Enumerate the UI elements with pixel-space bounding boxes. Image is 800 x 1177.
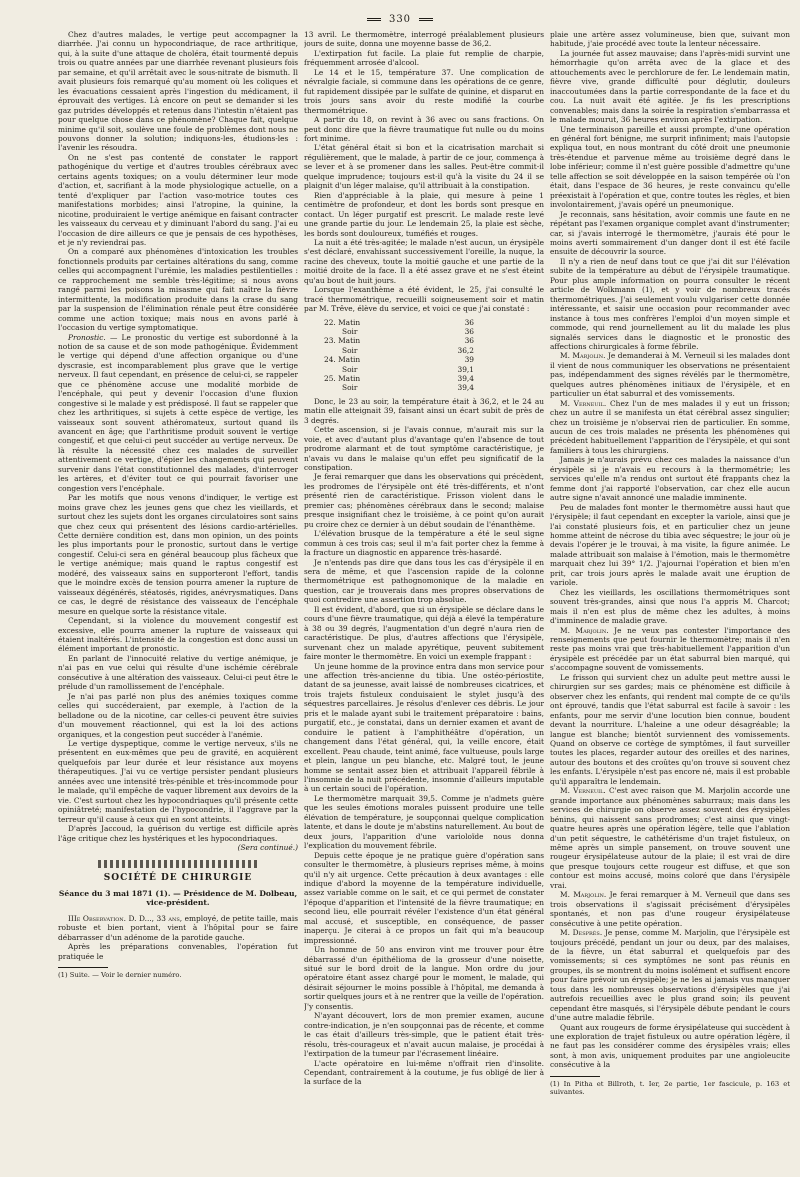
speaker-name: M. Verneuil.	[560, 398, 607, 408]
table-row	[324, 365, 474, 374]
paragraph: Jamais je n'aurais prévu chez ces malades la naissance d'un érysipèle si je n'avais eu recours à la thermométrie; les services qu'elle m'a rendus ont surtout été frappants chez la femme dont j'ai rapporté l'observation, car chez elle aucun autre signe n'avait annoncé une maladie imminente.	[550, 455, 790, 503]
paragraph: Chez d'autres malades, le vertige peut accompagner la diarrhée. J'ai connu un hypocondriaque, de race arthritique, qui, à la suite d'une attaque de choléra, était tourmenté depuis trois ou quatre années par une diarrhée revenant plusieurs fois par semaine, et qu'il arrêtait avec le sous-nitrate de bismuth. Il avait plusieurs fois remarqué qu'au moment où les coliques et les évacuations cessaient après l'ingestion du médicament, il éprouvait des vertiges. Là encore on peut se demander si les gaz putrides développés et retenus dans l'intestin n'étaient pas pour quelque chose dans ce phénomène? Chaque fait, quelque minime qu'il soit, soulève une foule de problèmes dont nous ne pouvons donner la solution; indiquons-les, étudions-les : l'avenir les résoudra.	[58, 30, 298, 153]
paragraph: L'acte opératoire en lui-même n'offrait rien d'insolite. Cependant, contrairement à la coutume, je fus obligé de lier à la surface de la	[304, 1058, 544, 1087]
temp-value: 39,4	[457, 374, 474, 384]
temp-value: 36	[464, 317, 474, 327]
speaker-paragraph	[550, 890, 790, 928]
paragraph: Par les motifs que nous venons d'indiquer, le vertige est moins grave chez les jeunes gens que chez les vieillards, et surtout chez les sujets dont les organes circulatoires sont sains que chez ceux qui présentent des lésions cardio-artérielles. Cette dernière condition est, dans mon opinion, un des points les plus importants pour le pronostic, surtout dans le vertige congestif. Celui-ci sera en général beaucoup plus fâcheux que le vertige anémique; mais quand le raptus congestif est modéré, des vaisseaux sains en supporteront l'effort, tandis que le moindre excès de tension pourra amener la rupture de vaisseaux dégénérés, stéatosés, rigides, anévrysmatiques. Dans ce cas, le degré de résistance des vaisseaux de l'encéphale mesure en quelque sorte la résistance vitale.	[58, 493, 298, 616]
speaker-text: Chez l'un de mes malades il y eut un frisson; chez un autre il se manifesta un état cérébral assez singulier; chez un troisième je n'observai rien de particulier. En somme, aucun de ces trois malades ne présenta les phénomènes qui précèdent habituellement l'apparition de l'érysipèle, et qui sont familiers à tous les chirurgiens.	[550, 398, 790, 455]
section-title: SOCIÉTÉ DE CHIRURGIE	[103, 873, 253, 884]
paragraph: Il n'y a rien de neuf dans tout ce que j'ai dit sur l'élévation subite de la température au début de l'érysipèle traumatique. Pour plus ample information on pourra consulter le récent article de Wolkmann (1), et y voir de nombreux tracés thermométriques. J'ai seulement voulu vulgariser cette donnée intéressante, et saisir une occasion pour recommander avec instance à tous mes confrères l'emploi d'un moyen simple et commode, qui rend journellement au lit du malade les plus signalés services dans le diagnostic et le pronostic des affections chirurgicales à forme fébrile.	[550, 256, 790, 351]
temp-value: 36,2	[457, 345, 474, 355]
observation-paragraph	[58, 914, 298, 942]
paragraph: La journée fut assez mauvaise; dans l'après-midi survint une hémorrhagie qu'on arrêta avec de la glace et des attouchements avec le perchlorure de fer. Le lendemain matin, fièvre vive, grande difficulté pour déglutir, douleurs inaccoutumées dans la partie correspondante de la face et du cou. La nuit avait été agitée. Je fis les prescriptions convenables; mais dans la soirée la respiration s'embarrassa et le malade mourut, 36 heures environ après l'extirpation.	[550, 48, 790, 125]
paragraph: Peu de malades font monter le thermomètre aussi haut que l'érysipèle; il faut cependant en excepter la variole, ainsi que je l'ai constaté plusieurs fois, et en particulier chez un jeune homme atteint de nécrose du tibia avec séquestre; le jour où je devais l'opérer je le trouvai, à ma visite, la figure animée. Le malade attribuait son malaise à l'émotion, mais le thermomètre marquait chez lui 39° 1/2. J'ajournai l'opération et bien m'en prit, car trois jours après le malade avait une éruption de variole.	[550, 502, 790, 588]
paragraph: Je n'ai pas parlé non plus des anémies toxiques comme celles qui succéderaient, par exemple, à l'action de la belladone ou de la nicotine, car celles-ci peuvent être suivies d'un mouvement réactionnel, qui est la loi des actions organiques, et la congestion peut succéder à l'anémie.	[58, 691, 298, 739]
table-row	[324, 374, 474, 383]
paragraph: L'élévation brusque de la température a été le seul signe commun à ces trois cas; seul il m'a fait porter chez la femme à la fracture un diagnostic en apparence très-hasardé.	[304, 529, 544, 558]
speaker-paragraph	[550, 626, 790, 673]
paragraph: Depuis cette époque je ne pratique guère d'opération sans consulter le thermomètre, à plusieurs reprises même, à moins qu'il n'y ait urgence. Cette précaution à deux avantages : elle indique d'abord la moyenne de la température individuelle, assez variable comme on le sait, et ce qui permet de constater l'époque d'apparition et l'intensité de la fièvre traumatique; en second lieu, elle pourrait révéler l'existence d'un état général mal accusé, et susceptible, en conséquence, de passer inaperçu. Je citerai à ce propos un fait qui m'a beaucoup impressionné.	[304, 850, 544, 945]
paragraph: plaie une artère assez volumineuse, bien que, suivant mon habitude, j'aie procédé avec toute la lenteur nécessaire.	[550, 30, 790, 49]
paragraph: Le thermomètre marquait 39,5. Comme je n'admets guère que les seules émotions morales puissent produire une telle élévation de température, je soupçonnai quelque complication latente, et dans le doute je m'abstins naturellement. Au bout de deux jours, l'apparition d'une varioloïde nous donna l'explication du mouvement fébrile.	[304, 793, 544, 851]
observation-text: employé, de petite taille, mais robuste et bien portant, vient à l'hôpital pour se faire débarrasser d'un adénome de la parotide gauche.	[58, 913, 298, 942]
paragraph: Lorsque l'exanthème a été évident, le 25, j'ai consulté le tracé thermométrique, recueilli soigneusement soir et matin par M. Trêve, élève du service, et voici ce que j'ai constaté :	[304, 285, 544, 314]
temp-label: 24. Matin	[324, 355, 361, 365]
temp-value: 39	[464, 355, 474, 365]
table-row	[324, 336, 474, 345]
paragraph-lead: Pronostic.	[68, 332, 106, 342]
speaker-paragraph	[550, 351, 790, 398]
paragraph: Je reconnais, sans hésitation, avoir commis une faute en ne répétant pas l'examen organique complet avant d'instrumenter; car, si j'avais interrogé le thermomètre, j'aurais été pour le moins averti sommairement d'un danger dont il est été facile ensuite de découvrir la source.	[550, 209, 790, 257]
paragraph: Un homme de 50 ans environ vint me trouver pour être débarrassé d'un épithélioma de la grosseur d'une noisette, situé sur le bord droit de la langue. Mon ordre du jour opératoire étant assez chargé pour le moment, le malade, qui désirait séjourner le moins possible à l'hôpital, me demanda à sortir quelques jours et à ne rentrer que la veille de l'opération. J'y consentis.	[304, 945, 544, 1011]
temp-label: 22. Matin	[324, 317, 361, 327]
table-row	[324, 327, 474, 336]
footnote-rule	[550, 1076, 600, 1077]
table-row	[324, 346, 474, 355]
temp-label: Soir	[342, 345, 358, 355]
paragraph: On a comparé aux phénomènes d'intoxication les troubles fonctionnels produits par certaines altérations du sang, comme celles qui accompagnent l'urémie, les maladies pestilentielles : ce rapprochement me semble très-légitime; si nous avons rangé parmi les poisons la misasme qui fait naître la fièvre intermittente, la modification produite dans la crase du sang par la suspension de l'élimination rénale peut être considérée comme une action toxique; mais nous en avons parlé à l'occasion du vertige symptomatique.	[58, 247, 298, 333]
temperature-table	[324, 318, 474, 393]
speaker-text: Je pense, comme M. Marjolin, que l'érysipèle est toujours précédé, pendant un jour ou deux, par des malaises, de la fièvre, un état saburral et quelquefois par des vomissements; si ces symptômes ne sont pas réunis en groupes, ils se montrent du moins isolément et suffisent encore pour faire prévoir un érysipèle; je ne les ai jamais vus manquer tous dans les nombreuses observations d'érysipèles que j'ai autrefois recueillies avec le plus grand soin; ils peuvent cependant être masqués, si l'érysipèle débute pendant le cours d'une autre maladie fébrile.	[550, 928, 790, 1023]
speaker-name: M. Marjolin.	[560, 625, 609, 635]
text-columns	[58, 30, 790, 1160]
section-ornament	[98, 860, 258, 868]
temp-label: Soir	[342, 364, 358, 374]
paragraph: Quant aux rougeurs de forme érysipélateuse qui succèdent à une exploration de trajet fistuleux ou autre opération légère, il ne faut pas les considérer comme des érysipèles vrais; elles sont, à mon avis, uniquement produites par une angioleucite consécutive à la	[550, 1022, 790, 1070]
paragraph: L'extirpation fut facile. La plaie fut remplie de charpie, fréquemment arrosée d'alcool.	[304, 48, 544, 68]
table-row	[324, 383, 474, 392]
header-rule-left	[367, 18, 381, 21]
paragraph: Une terminaison pareille et aussi prompte, d'une opération en général fort bénigne, me surprit infiniment; mais l'autopsie expliqua tout, en nous montrant du côté droit une pneumonie très-étendue et parvenue même au troisième degré dans le lobe inférieur; comme il n'est guère possible d'admettre qu'une telle affection se soit développée en la saison tempérée où l'on était, dans l'espace de 36 heures, je reste convaincu qu'elle préexistait à l'opération et que, contre toutes les règles, et bien involontairement, j'avais opéré un pneumonique.	[550, 124, 790, 210]
paragraph: Je ferai remarquer que dans les observations qui précèdent, les prodromes de l'érysipèle ont été très-différents, et n'ont présenté rien de caractéristique. Frisson violent dans le premier cas; phénomènes cérébraux dans le second; malaise presque insignifiant chez le troisième, à ce point qu'on aurait pu croire chez ce dernier à un début soudain de l'énanthème.	[304, 472, 544, 529]
paragraph: D'après Jaccoud, la guérison du vertige est difficile après l'âge critique chez les hystériques et les hypocondriaques.	[58, 824, 298, 843]
header-rule-right	[419, 18, 433, 21]
temp-label: Soir	[342, 327, 358, 336]
continued-note: (Sera continué.)	[237, 842, 298, 852]
footnote-rule	[58, 967, 108, 968]
section-subtitle: Séance du 3 mai 1871 (1). — Présidence de M. Dolbeau, vice-président.	[58, 888, 298, 908]
paragraph: Cette ascension, si je l'avais connue, m'aurait mis sur la voie, et avec d'autant plus d'avantage qu'en l'absence de tout prodrome alarmant et de tout symptôme caractéristique, je n'avais vu dans le malaise qu'un effet peu significatif de la constipation.	[304, 425, 544, 473]
speaker-paragraph	[550, 399, 790, 456]
temp-value: 36	[464, 327, 474, 336]
speaker-text: Je demanderai à M. Verneuil si les malades dont il vient de nous communiquer les observations ne présentaient pas, indépendamment des signes révélés par le thermomètre, quelques autres phénomènes initiaux de l'érysipèle, et en particulier un état saburral et des vomissements.	[550, 351, 790, 399]
paragraph: Le frisson qui survient chez un adulte peut mettre aussi le chirurgien sur ses gardes; mais ce phénomène est difficile à observer chez les enfants, qui rendent mal compte de ce qu'ils ont éprouvé, tandis que l'état saburral est facile à savoir : les enfants, pour me servir d'une locution bien connue, boudent devant la nourriture. L'haleine a une odeur désagréable; la langue est blanche; bientôt surviennent des vomissements. Quand on observe ce cortège de symptômes, il faut surveiller toutes les places, regarder autour des oreilles et des narines, autour des boutons et des croûtes qu'on trouve si souvent chez les enfants. L'érysipèle n'est pas encore né, mais il est probable qu'il apparaîtra le lendemain.	[550, 672, 790, 786]
paragraph: Rien d'appréciable à la plaie, qui mesure à peine 1 centimètre de profondeur, et dont les bords sont presque en contact. Un léger purgatif est prescrit. Le malade reste levé une grande partie du jour. Le lendemain 25, la plaie est sèche, les bords sont douloureux, tuméfiés et rouges.	[304, 190, 544, 238]
page-number: 330	[388, 14, 412, 25]
page-header	[0, 14, 800, 25]
paragraph: Après les préparations convenables, l'opération fut pratiquée le	[58, 942, 298, 961]
speaker-name: M. Marjolin.	[560, 890, 607, 900]
speaker-name: M. Marjolin.	[560, 351, 606, 361]
speaker-paragraph	[550, 928, 790, 1023]
speaker-text: Je ne veux pas contester l'importance des renseignements que peut fournir le thermomètre; mais il n'en reste pas moins vrai que très-habituellement l'apparition d'un érysipèle est précédée par un état saburral bien marqué, qui s'accompagne souvent de vomissements.	[550, 625, 790, 673]
temp-label: 23. Matin	[324, 336, 361, 346]
temp-value: 39,1	[457, 364, 474, 374]
temp-label: Soir	[342, 383, 358, 393]
footnote: (1) Suite. — Voir le dernier numéro.	[58, 971, 182, 980]
paragraph-pronostic	[58, 333, 298, 494]
temp-label: 25. Matin	[324, 374, 361, 384]
temp-value: 39,4	[457, 383, 474, 393]
paragraph-text: — Le pronostic du vertige est subordonné à la notion de sa cause et de son mode pathogénique. Évidemment le vertige qui dépend d'une affection organique ou d'une dyscrasie, est incomparablement plus grave que le vertige nerveux. Il faut cependant, en présence de celui-ci, se rappeler que ce phénomène accuse une modalité morbide de l'encéphale, qui peut y devenir l'occasion d'une fluxion congestive si le malade y est prédisposé. Il faut se rappeler que chez les arthritiques, si sujets à cette espèce de vertige, les vaisseaux sont souvent athéromateux, surtout quand ils avancent en âge; que l'arthritisme produit souvent le vertige congestif, et que celui-ci peut succéder au vertige nerveux. De là résulte la nécessité chez ces malades de surveiller attentivement ce vertige, d'épier les changements qui peuvent survenir dans l'état constitutionnel des malades, d'interroger les artères, et d'éviter tout ce qui pourrait favoriser une congestion vers l'encéphale.	[58, 332, 298, 493]
paragraph: On ne s'est pas contenté de constater le rapport pathogénique du vertige et d'autres troubles cérébraux avec certains agents toxiques; on a voulu déterminer leur mode d'action, et, sacrifiant à la mode physiologique actuelle, on a tenté d'expliquer par l'action vaso-motrice toutes ces manifestations morbides; ainsi l'atropine, la quinine, la nicotine, produiraient le vertige anémique en faisant contracter les vaisseaux du cerveau et y diminuant l'abord du sang. J'ai eu l'occasion de dire ailleurs ce que je pensais de ces hypothèses, et je n'y reviendrai pas.	[58, 152, 298, 247]
paragraph: L'état général était si bon et la cicatrisation marchait si régulièrement, que le malade, à partir de ce jour, commença à se lever et à se promener dans les salles. Peut-être commit-il quelque imprudence; toujours est-il qu'à la visite du 24 il se plaignit d'un léger malaise, qu'il attribuait à la constipation.	[304, 143, 544, 191]
speaker-text: C'est avec raison que M. Marjolin accorde une grande importance aux phénomènes saburraux; mais dans les services de chirurgie on observe assez souvent des érysipèles bénins, qui naissent sans prodromes; c'est ainsi que vingt-quatre heures après une opération légère, telle que l'ablation d'un petit séquestre, le cathétérisme d'un trajet fistuleux, on même après un simple pansement, on trouve souvent une rougeur érysipélateuse autour de la plaie; il est vrai de dire que presque toujours cette rougeur est diffuse, et que son contour est moins accusé, moins coloré que dans l'érysipèle vrai.	[550, 786, 790, 890]
paragraph: Il est évident, d'abord, que si un érysipèle se déclare dans le cours d'une fièvre traumatique, qui déjà a élevé la température à 38 ou 39 degrés, l'augmentation d'un degré n'aura rien de caractéristique. De plus, d'autres affections que l'érysipèle, survenant chez un malade apyrétique, peuvent subitement faire monter le thermomètre. En voici un exemple frappant :	[304, 604, 544, 662]
footnote: (1) In Pitha et Billroth, t. Ier, 2e partie, 1er fascicule, p. 163 et suivantes.	[550, 1079, 790, 1097]
paragraph: La nuit a été très-agitée; le malade n'est aucun, un érysipèle s'est déclaré, envahissant successivement l'oreille, la nuque, la racine des cheveux, toute la moitié gauche et une partie de la moitié droite de la face. Il a été assez grave et ne s'est éteint qu'au bout de huit jours.	[304, 237, 544, 285]
paragraph: Un jeune homme de la province entra dans mon service pour une affection très-ancienne du tibia. Une ostéo-périostite, datant de sa jeunesse, avait laissé de nombreuses cicatrices, et trois trajets fistuleux conduisaient le stylet jusqu'à des séquestres parcellaires. Je résolus d'enlever ces débris. Le jour pris et le malade ayant subi le traitement préparatoire : bains, purgatif, etc., je constatai, dans un dernier examen et avant de conduire le patient à l'amphithéâtre d'opération, un changement dans l'état général, qui, la veille encore, était excellent. Peau chaude, teint animé, face vultueuse, pouls large et plein, langue un peu blanche, etc. Malgré tout, le jeune homme se sentait assez bien et attribuait l'appareil fébrile à l'insomnie de la nuit précédente, insomnie d'ailleurs imputable à un certain souci de l'opération.	[304, 661, 544, 794]
paragraph: Donc, le 23 au soir, la température était à 36,2, et le 24 au matin elle atteignait 39, faisant ainsi un écart subit de près de 3 degrés.	[304, 396, 544, 425]
paragraph: N'ayant découvert, lors de mon premier examen, aucune contre-indication, je n'en soupçonnai pas de récente, et comme le cas était d'ailleurs très-simple, que le patient était très-résolu, très-courageux et n'avait aucun malaise, je procédai à l'extirpation de la tumeur par l'écrasement linéaire.	[304, 1011, 544, 1059]
paragraph: Le vertige dyspeptique, comme le vertige nerveux, s'ils ne présentent en eux-mêmes que peu de gravité, en acquièrent quelquefois par leur durée et leur résistance aux moyens thérapeutiques. J'ai vu ce vertige persister pendant plusieurs années avec une intensité très-pénible et très-incommode pour le malade, qu'il empêche de vaquer librement aux devoirs de la vie. C'est surtout chez les hypocondriaques qu'il présente cette opiniâtreté; manifestation de l'hypocondrie, il l'aggrave par la terreur qu'il cause à ceux qui en sont atteints.	[58, 738, 298, 824]
paragraph: En parlant de l'innocuité relative du vertige anémique, je n'ai pas en vue celui qui résulte d'une ischémie cérébrale consécutive à une altération des vaisseaux. Celui-ci peut être le prélude d'un ramollissement de l'encéphale.	[58, 653, 298, 692]
paragraph: Cependant, si la violence du mouvement congestif est excessive, elle pourra amener la rupture de vaisseaux qui étaient inaltérés. L'intensité de la congestion est donc aussi un élément important de pronostic.	[58, 616, 298, 654]
paragraph: Je n'entends pas dire que dans tous les cas d'érysipèle il en sera de même, et que l'ascension rapide de la colonne thermométrique est pathognomonique de la maladie en question, car je trouverais dans mes propres observations de quoi contredire une assertion trop absolue.	[304, 557, 544, 605]
column-3	[550, 30, 790, 1160]
column-2	[304, 30, 544, 1160]
table-row	[324, 318, 474, 327]
paragraph: A partir du 18, on revint à 36 avec ou sans fractions. On peut donc dire que la fièvre traumatique fut nulle ou du moins fort minime.	[304, 115, 544, 143]
observation-lead: IIIe Observation. D. D..., 33 ans,	[68, 913, 183, 923]
paragraph: Chez les vieillards, les oscillations thermométriques sont souvent très-grandes, ainsi que nous l'a appris M. Charcot; mais il n'en est plus de même chez les adultes, à moins d'imminence de maladie grave.	[550, 587, 790, 626]
column-1	[58, 30, 298, 1160]
speaker-text: Je ferai remarquer à M. Verneuil que dans ses trois observations il s'agissait précisément d'érysipèles spontanés, et non pas d'une rougeur érysipélateuse consécutive à une petite opération.	[550, 890, 790, 928]
speaker-paragraph	[550, 786, 790, 890]
table-row	[324, 355, 474, 364]
speaker-name: M. Verneuil.	[560, 786, 606, 796]
paragraph: Le 14 et le 15, température 37. Une complication de névralgie faciale, si commune dans les opérations de ce genre, fut rapidement dissipée par le sulfate de quinine, et disparut en trois jours sans avoir du reste modifié la courbe thermométrique.	[304, 67, 544, 115]
paragraph: 13 avril. Le thermomètre, interrogé préalablement plusieurs jours de suite, donna une moyenne basse de 36,2.	[304, 30, 544, 49]
temp-value: 36	[464, 336, 474, 346]
speaker-name: M. Desprès.	[560, 928, 603, 938]
